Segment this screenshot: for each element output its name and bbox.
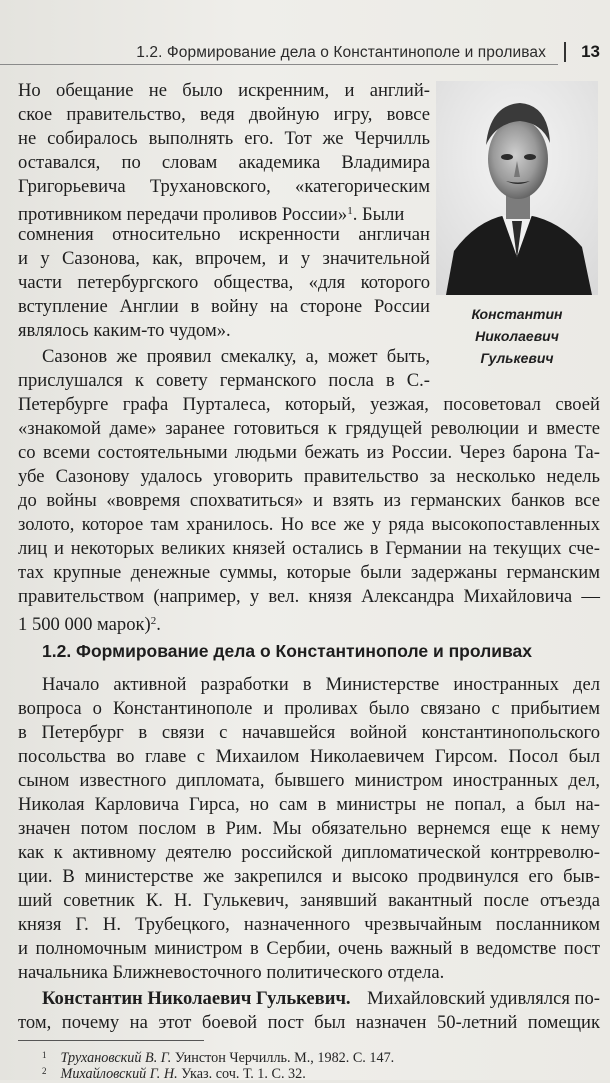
text-line: сомнения относительно искренности англичан (18, 224, 430, 245)
text-line (42, 988, 600, 1010)
text-line: как к активному деятелю российской дипломатической контрреволю- (18, 842, 600, 863)
running-head (0, 40, 610, 66)
text-line: ший советник К. Н. Гулькевич, занявший вакантный после отъезда (18, 890, 600, 911)
bold-lead: Константин Николаевич Гулькевич. (42, 988, 351, 1009)
text-line: значен потом послом в Рим. Мы обязательно вернемся еще к нему (18, 818, 600, 839)
caption-line: Николаевич (475, 328, 559, 344)
footnote-number: 2 (42, 1066, 47, 1076)
footnote-ref[interactable]: 2 (150, 615, 157, 627)
running-head-title: 1.2. Формирование дела о Константинополе и проливах (136, 44, 546, 61)
text-line: ции. В министерстве же закрепился и высоко продвинулся его быв- (18, 866, 600, 887)
text-line: том, почему на этот боевой пост был назначен 50-летний помещик (18, 1012, 600, 1033)
text-line: Николая Карловича Гирса, но сам в министры не попал, а был на- (18, 794, 600, 815)
text-line: золото, которое там хранилось. Но все же у ряда высокопоставленных (18, 514, 600, 535)
text-line: прислушался к совету германского посла в С.- (18, 370, 430, 391)
text-line: Но обещание не было искренним, и англий- (18, 80, 430, 101)
text-line: оставался, по словам академика Владимира (18, 152, 430, 173)
portrait-image (436, 81, 598, 295)
header-rule (0, 64, 558, 65)
footnote-text: Указ. соч. Т. 1. С. 32. (177, 1066, 306, 1082)
text-line: сыном известного дипломата, бывшего министром иностранных дел, (18, 770, 600, 791)
portrait-photo (436, 81, 598, 295)
caption-line: Константин (471, 306, 563, 322)
section-heading: 1.2. Формирование дела о Константинополе и проливах (42, 641, 532, 661)
text-span: Михайловский удивлялся по- (367, 988, 600, 1009)
text-line: и полномочным министром в Сербии, очень важный в ведомстве пост (18, 938, 600, 959)
text-line: правительством (например, у вел. князя Александра Михайловича — (18, 586, 600, 607)
text-line: части петербургского общества, «для которого (18, 272, 430, 293)
text-line: тах крупные денежные суммы, которые были задержаны германским (18, 562, 600, 583)
text-line: в Петербург в связи с начавшейся войной константинопольского (18, 722, 600, 743)
text-line: Начало активной разработки в Министерстве иностранных дел (42, 674, 600, 695)
text-line: ское правительство, ведя двойную игру, вовсе (18, 104, 430, 125)
text-line: Сазонов же проявил смекалку, а, может быть, (42, 346, 430, 367)
text-line: являлось каким-то чудом». (18, 320, 231, 341)
text-line: вступление Англии в войну на стороне России (18, 296, 430, 317)
text-line: убе Сазонову удалось уговорить правительство за несколько недель (18, 466, 600, 487)
text-line: противником передачи проливов России»$^1$. Были (18, 204, 405, 225)
text-line: и у Сазонова, как, впрочем, и у значительной (18, 248, 430, 269)
text-line: Петербурге графа Пурталеса, который, уезжая, посоветовал своей (18, 394, 600, 415)
text-line: не собиралось выполнять его. Тот же Черчилль (18, 128, 430, 149)
footnote-author: Михайловский Г. Н. (60, 1066, 178, 1082)
text-line: 1 500 000 марок)$^2$. (18, 614, 161, 635)
text-line: вопроса о Константинополе и проливах было связано с прибытием (18, 698, 600, 719)
text-line: лиц и некоторых великих князей остались в Германии на текущих сче- (18, 538, 600, 559)
text-line: «знакомой даме» заранее готовиться к грядущей революции и вместе (18, 418, 600, 439)
portrait-caption (436, 303, 598, 369)
footnote-text: Уинстон Черчилль. М., 1982. С. 147. (171, 1050, 395, 1066)
text-line: со всеми состоятельными людьми бежать из России. Через барона Та- (18, 442, 600, 463)
running-head-separator (564, 42, 566, 62)
text-line: князя Г. Н. Трубецкого, назначенного чрезвычайным посланником (18, 914, 600, 935)
text-line: до войны «вовремя спохватиться» и взять из германских банков все (18, 490, 600, 511)
footnote-number: 1 (42, 1050, 47, 1060)
footnote-ref[interactable]: 1 (347, 205, 353, 217)
page-number: 13 (581, 42, 600, 61)
text-line: посольства во главе с Михаилом Николаевичем Гирсом. Посол был (18, 746, 600, 767)
text-line: Григорьевича Трухановского, «категорическим (18, 176, 430, 197)
caption-line: Гулькевич (480, 350, 554, 366)
footnote-author: Трухановский В. Г. (60, 1050, 172, 1066)
footnote-rule (18, 1040, 204, 1041)
text-line: начальника Ближневосточного политического отдела. (18, 962, 445, 983)
